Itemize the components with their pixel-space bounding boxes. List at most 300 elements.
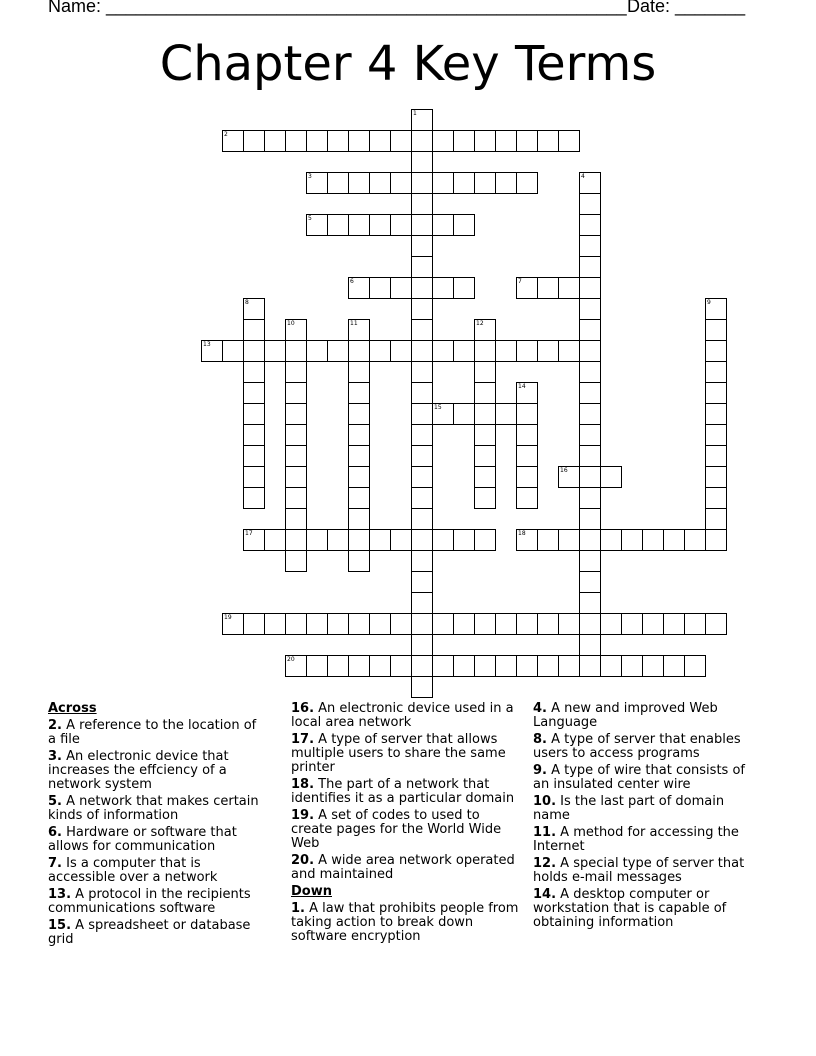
grid-cell[interactable] xyxy=(411,256,433,278)
clue-item xyxy=(291,702,521,730)
clue-text: An electronic device used in a local area network xyxy=(291,701,514,730)
grid-cell[interactable] xyxy=(453,340,475,362)
grid-cell[interactable] xyxy=(243,382,265,404)
grid-cell[interactable] xyxy=(516,424,538,446)
grid-cell[interactable] xyxy=(285,319,307,341)
grid-cell[interactable] xyxy=(579,592,601,614)
clue-number: 11. xyxy=(533,825,557,840)
grid-cell[interactable] xyxy=(411,508,433,530)
grid-cell[interactable] xyxy=(390,172,412,194)
grid-cell[interactable] xyxy=(474,466,496,488)
grid-cell[interactable] xyxy=(306,613,328,635)
grid-cell[interactable] xyxy=(285,508,307,530)
grid-cell[interactable] xyxy=(285,340,307,362)
grid-cell[interactable] xyxy=(579,214,601,236)
grid-cell[interactable] xyxy=(348,277,370,299)
grid-cell[interactable] xyxy=(642,529,664,551)
grid-cell[interactable] xyxy=(684,655,706,677)
grid-cell[interactable] xyxy=(516,613,538,635)
grid-cell[interactable] xyxy=(243,319,265,341)
grid-cell[interactable] xyxy=(243,340,265,362)
clue-number: 18 xyxy=(518,530,526,537)
grid-cell[interactable] xyxy=(411,403,433,425)
grid-cell[interactable] xyxy=(285,445,307,467)
grid-cell[interactable] xyxy=(621,529,643,551)
grid-cell[interactable] xyxy=(243,424,265,446)
grid-cell[interactable] xyxy=(432,172,454,194)
grid-cell[interactable] xyxy=(369,529,391,551)
grid-cell[interactable] xyxy=(411,130,433,152)
grid-cell[interactable] xyxy=(411,214,433,236)
clue-text: An electronic device that increases the effciency of a network system xyxy=(48,749,229,792)
grid-cell[interactable] xyxy=(327,613,349,635)
clue-number: 13. xyxy=(48,887,72,902)
grid-cell[interactable] xyxy=(411,277,433,299)
grid-cell[interactable] xyxy=(516,172,538,194)
clue-number: 15. xyxy=(48,918,72,933)
grid-cell[interactable] xyxy=(411,445,433,467)
grid-cell[interactable] xyxy=(579,277,601,299)
grid-cell[interactable] xyxy=(285,466,307,488)
grid-cell[interactable] xyxy=(558,277,580,299)
grid-cell[interactable] xyxy=(411,529,433,551)
grid-cell[interactable] xyxy=(579,172,601,194)
clue-item xyxy=(533,795,758,823)
grid-cell[interactable] xyxy=(705,424,727,446)
grid-cell[interactable] xyxy=(369,613,391,635)
grid-cell[interactable] xyxy=(558,130,580,152)
grid-cell[interactable] xyxy=(474,340,496,362)
grid-cell[interactable] xyxy=(579,487,601,509)
clue-number: 2. xyxy=(48,718,62,733)
grid-cell[interactable] xyxy=(411,298,433,320)
name-line[interactable]: Name: ____________________________________________________ xyxy=(48,0,627,16)
grid-cell[interactable] xyxy=(495,403,517,425)
grid-cell[interactable] xyxy=(243,361,265,383)
grid-cell[interactable] xyxy=(579,445,601,467)
clue-number: 7. xyxy=(48,856,62,871)
clue-text: A new and improved Web Language xyxy=(533,701,718,730)
grid-cell[interactable] xyxy=(222,130,244,152)
grid-cell[interactable] xyxy=(369,277,391,299)
grid-cell[interactable] xyxy=(411,466,433,488)
grid-cell[interactable] xyxy=(516,382,538,404)
grid-cell[interactable] xyxy=(579,466,601,488)
grid-cell[interactable] xyxy=(411,109,433,131)
grid-cell[interactable] xyxy=(642,613,664,635)
grid-cell[interactable] xyxy=(390,214,412,236)
grid-cell[interactable] xyxy=(516,130,538,152)
clue-text: A type of server that allows multiple users to share the same printer xyxy=(291,732,506,775)
grid-cell[interactable] xyxy=(579,193,601,215)
grid-cell[interactable] xyxy=(327,214,349,236)
grid-cell[interactable] xyxy=(516,340,538,362)
grid-cell[interactable] xyxy=(516,403,538,425)
grid-cell[interactable] xyxy=(411,340,433,362)
clue-text: A wide area network operated and maintained xyxy=(291,853,515,882)
grid-cell[interactable] xyxy=(537,613,559,635)
grid-cell[interactable] xyxy=(390,130,412,152)
clue-item xyxy=(291,854,521,882)
grid-cell[interactable] xyxy=(306,130,328,152)
clue-text: A reference to the location of a file xyxy=(48,718,257,747)
grid-cell[interactable] xyxy=(579,319,601,341)
grid-cell[interactable] xyxy=(474,382,496,404)
grid-cell[interactable] xyxy=(348,613,370,635)
grid-cell[interactable] xyxy=(390,655,412,677)
grid-cell[interactable] xyxy=(243,466,265,488)
grid-cell[interactable] xyxy=(432,130,454,152)
grid-cell[interactable] xyxy=(453,529,475,551)
grid-cell[interactable] xyxy=(369,172,391,194)
grid-cell[interactable] xyxy=(348,487,370,509)
grid-cell[interactable] xyxy=(432,214,454,236)
grid-cell[interactable] xyxy=(348,550,370,572)
down-heading: Down xyxy=(291,884,332,899)
grid-cell[interactable] xyxy=(705,445,727,467)
grid-cell[interactable] xyxy=(432,613,454,635)
grid-cell[interactable] xyxy=(579,424,601,446)
grid-cell[interactable] xyxy=(516,445,538,467)
grid-cell[interactable] xyxy=(222,613,244,635)
across-heading: Across xyxy=(48,701,97,716)
grid-cell[interactable] xyxy=(705,529,727,551)
grid-cell[interactable] xyxy=(474,319,496,341)
clue-number: 10. xyxy=(533,794,557,809)
grid-cell[interactable] xyxy=(516,466,538,488)
grid-cell[interactable] xyxy=(411,193,433,215)
grid-cell[interactable] xyxy=(474,130,496,152)
grid-cell[interactable] xyxy=(369,340,391,362)
grid-cell[interactable] xyxy=(453,613,475,635)
clue-text: A protocol in the recipients communications software xyxy=(48,887,251,916)
grid-cell[interactable] xyxy=(432,529,454,551)
grid-cell[interactable] xyxy=(705,508,727,530)
grid-cell[interactable] xyxy=(558,466,580,488)
clue-item xyxy=(48,857,268,885)
grid-cell[interactable] xyxy=(390,613,412,635)
grid-cell[interactable] xyxy=(705,340,727,362)
grid-cell[interactable] xyxy=(474,655,496,677)
grid-cell[interactable] xyxy=(411,151,433,173)
grid-cell[interactable] xyxy=(432,655,454,677)
grid-cell[interactable] xyxy=(453,403,475,425)
grid-cell[interactable] xyxy=(705,361,727,383)
clue-number: 18. xyxy=(291,777,315,792)
clue-text: A spreadsheet or database grid xyxy=(48,918,251,947)
grid-cell[interactable] xyxy=(306,214,328,236)
grid-cell[interactable] xyxy=(411,571,433,593)
grid-cell[interactable] xyxy=(306,655,328,677)
clue-text: A type of server that enables users to access programs xyxy=(533,732,741,761)
clues-column-1 xyxy=(48,702,268,950)
date-line[interactable]: Date: _______ xyxy=(627,0,746,16)
clue-text: Is the last part of domain name xyxy=(533,794,725,823)
grid-cell[interactable] xyxy=(579,550,601,572)
grid-cell[interactable] xyxy=(243,298,265,320)
grid-cell[interactable] xyxy=(579,235,601,257)
grid-cell[interactable] xyxy=(453,655,475,677)
grid-cell[interactable] xyxy=(327,340,349,362)
grid-cell[interactable] xyxy=(369,655,391,677)
grid-cell[interactable] xyxy=(516,487,538,509)
grid-cell[interactable] xyxy=(705,613,727,635)
grid-cell[interactable] xyxy=(243,613,265,635)
clue-number: 17 xyxy=(245,530,253,537)
grid-cell[interactable] xyxy=(579,340,601,362)
clue-text: Hardware or software that allows for communication xyxy=(48,825,237,854)
grid-cell[interactable] xyxy=(285,655,307,677)
grid-cell[interactable] xyxy=(705,487,727,509)
clue-item xyxy=(533,857,758,885)
grid-cell[interactable] xyxy=(495,340,517,362)
clue-item xyxy=(291,809,521,851)
clue-number: 10 xyxy=(287,320,295,327)
grid-cell[interactable] xyxy=(306,529,328,551)
grid-cell[interactable] xyxy=(222,340,244,362)
clue-item xyxy=(533,888,758,930)
grid-cell[interactable] xyxy=(558,613,580,635)
clue-number: 8 xyxy=(245,299,249,306)
grid-cell[interactable] xyxy=(663,613,685,635)
grid-cell[interactable] xyxy=(348,340,370,362)
grid-cell[interactable] xyxy=(285,382,307,404)
clue-item xyxy=(291,778,521,806)
grid-cell[interactable] xyxy=(495,172,517,194)
grid-cell[interactable] xyxy=(579,655,601,677)
grid-cell[interactable] xyxy=(432,340,454,362)
grid-cell[interactable] xyxy=(600,466,622,488)
grid-cell[interactable] xyxy=(579,298,601,320)
grid-cell[interactable] xyxy=(285,529,307,551)
grid-cell[interactable] xyxy=(453,172,475,194)
clue-text: A method for accessing the Internet xyxy=(533,825,739,854)
grid-cell[interactable] xyxy=(285,487,307,509)
grid-cell[interactable] xyxy=(327,529,349,551)
grid-cell[interactable] xyxy=(348,319,370,341)
grid-cell[interactable] xyxy=(516,655,538,677)
clue-item xyxy=(291,902,521,944)
clue-text: A law that prohibits people from taking action to break down software encryption xyxy=(291,901,519,944)
clue-number: 9. xyxy=(533,763,547,778)
grid-cell[interactable] xyxy=(411,382,433,404)
clue-number: 9 xyxy=(707,299,711,306)
grid-cell[interactable] xyxy=(432,403,454,425)
grid-cell[interactable] xyxy=(348,508,370,530)
grid-cell[interactable] xyxy=(453,277,475,299)
grid-cell[interactable] xyxy=(642,655,664,677)
grid-cell[interactable] xyxy=(264,529,286,551)
grid-cell[interactable] xyxy=(579,403,601,425)
grid-cell[interactable] xyxy=(537,130,559,152)
grid-cell[interactable] xyxy=(348,424,370,446)
grid-cell[interactable] xyxy=(264,130,286,152)
clue-number: 3 xyxy=(308,173,312,180)
clue-item xyxy=(48,826,268,854)
grid-cell[interactable] xyxy=(537,340,559,362)
clue-number: 19 xyxy=(224,614,232,621)
clue-number: 8. xyxy=(533,732,547,747)
grid-cell[interactable] xyxy=(411,655,433,677)
grid-cell[interactable] xyxy=(285,403,307,425)
grid-cell[interactable] xyxy=(579,508,601,530)
grid-cell[interactable] xyxy=(558,655,580,677)
grid-cell[interactable] xyxy=(411,676,433,698)
clue-item xyxy=(48,795,268,823)
grid-cell[interactable] xyxy=(432,277,454,299)
grid-cell[interactable] xyxy=(684,613,706,635)
grid-cell[interactable] xyxy=(348,529,370,551)
grid-cell[interactable] xyxy=(474,403,496,425)
grid-cell[interactable] xyxy=(327,130,349,152)
clue-text: A set of codes to used to create pages for the World Wide Web xyxy=(291,808,502,851)
grid-cell[interactable] xyxy=(201,340,223,362)
grid-cell[interactable] xyxy=(474,361,496,383)
grid-cell[interactable] xyxy=(411,172,433,194)
clue-number: 13 xyxy=(203,341,211,348)
grid-cell[interactable] xyxy=(264,340,286,362)
grid-cell[interactable] xyxy=(285,550,307,572)
grid-cell[interactable] xyxy=(663,529,685,551)
grid-cell[interactable] xyxy=(579,256,601,278)
grid-cell[interactable] xyxy=(579,571,601,593)
grid-cell[interactable] xyxy=(348,382,370,404)
clue-text: Is a computer that is accessible over a network xyxy=(48,856,218,885)
grid-cell[interactable] xyxy=(705,319,727,341)
grid-cell[interactable] xyxy=(474,613,496,635)
grid-cell[interactable] xyxy=(516,277,538,299)
grid-cell[interactable] xyxy=(411,361,433,383)
grid-cell[interactable] xyxy=(474,172,496,194)
clues-column-2 xyxy=(291,702,521,947)
clue-number: 3. xyxy=(48,749,62,764)
grid-cell[interactable] xyxy=(411,424,433,446)
clue-text: The part of a network that identifies it as a particular domain xyxy=(291,777,515,806)
clue-number: 20. xyxy=(291,853,315,868)
grid-cell[interactable] xyxy=(348,361,370,383)
grid-cell[interactable] xyxy=(348,445,370,467)
grid-cell[interactable] xyxy=(411,634,433,656)
grid-cell[interactable] xyxy=(684,529,706,551)
grid-cell[interactable] xyxy=(348,130,370,152)
grid-cell[interactable] xyxy=(474,424,496,446)
grid-cell[interactable] xyxy=(537,655,559,677)
grid-cell[interactable] xyxy=(495,655,517,677)
grid-cell[interactable] xyxy=(474,445,496,467)
clue-item xyxy=(48,719,268,747)
clue-number: 12 xyxy=(476,320,484,327)
clue-number: 2 xyxy=(224,131,228,138)
clue-text: A special type of server that holds e-mail messages xyxy=(533,856,745,885)
grid-cell[interactable] xyxy=(579,613,601,635)
grid-cell[interactable] xyxy=(411,319,433,341)
clue-number: 6. xyxy=(48,825,62,840)
grid-cell[interactable] xyxy=(348,403,370,425)
grid-cell[interactable] xyxy=(705,382,727,404)
grid-cell[interactable] xyxy=(411,613,433,635)
grid-cell[interactable] xyxy=(474,487,496,509)
grid-cell[interactable] xyxy=(600,655,622,677)
clue-number: 17. xyxy=(291,732,315,747)
grid-cell[interactable] xyxy=(558,529,580,551)
grid-cell[interactable] xyxy=(579,382,601,404)
grid-cell[interactable] xyxy=(705,298,727,320)
clue-item xyxy=(291,733,521,775)
grid-cell[interactable] xyxy=(390,340,412,362)
grid-cell[interactable] xyxy=(600,613,622,635)
grid-cell[interactable] xyxy=(453,130,475,152)
grid-cell[interactable] xyxy=(348,466,370,488)
grid-cell[interactable] xyxy=(537,529,559,551)
clue-number: 16 xyxy=(560,467,568,474)
grid-cell[interactable] xyxy=(243,403,265,425)
grid-cell[interactable] xyxy=(663,655,685,677)
grid-cell[interactable] xyxy=(243,529,265,551)
grid-cell[interactable] xyxy=(285,613,307,635)
grid-cell[interactable] xyxy=(264,613,286,635)
grid-cell[interactable] xyxy=(705,403,727,425)
grid-cell[interactable] xyxy=(495,130,517,152)
grid-cell[interactable] xyxy=(243,487,265,509)
grid-cell[interactable] xyxy=(390,277,412,299)
grid-cell[interactable] xyxy=(579,361,601,383)
grid-cell[interactable] xyxy=(516,529,538,551)
grid-cell[interactable] xyxy=(579,529,601,551)
clue-item xyxy=(533,733,758,761)
clue-number: 1. xyxy=(291,901,305,916)
grid-cell[interactable] xyxy=(705,466,727,488)
grid-cell[interactable] xyxy=(495,613,517,635)
grid-cell[interactable] xyxy=(411,487,433,509)
grid-cell[interactable] xyxy=(285,424,307,446)
clue-number: 4. xyxy=(533,701,547,716)
grid-cell[interactable] xyxy=(348,172,370,194)
grid-cell[interactable] xyxy=(369,214,391,236)
grid-cell[interactable] xyxy=(621,655,643,677)
grid-cell[interactable] xyxy=(579,634,601,656)
grid-cell[interactable] xyxy=(411,592,433,614)
grid-cell[interactable] xyxy=(348,655,370,677)
grid-cell[interactable] xyxy=(453,214,475,236)
grid-cell[interactable] xyxy=(285,130,307,152)
grid-cell[interactable] xyxy=(243,130,265,152)
grid-cell[interactable] xyxy=(558,340,580,362)
clue-number: 6 xyxy=(350,278,354,285)
grid-cell[interactable] xyxy=(348,214,370,236)
clue-number: 4 xyxy=(581,173,585,180)
clue-text: A type of wire that consists of an insulated center wire xyxy=(533,763,745,792)
grid-cell[interactable] xyxy=(537,277,559,299)
grid-cell[interactable] xyxy=(327,172,349,194)
grid-cell[interactable] xyxy=(600,529,622,551)
grid-cell[interactable] xyxy=(411,550,433,572)
grid-cell[interactable] xyxy=(285,361,307,383)
clue-item xyxy=(533,702,758,730)
grid-cell[interactable] xyxy=(621,613,643,635)
grid-cell[interactable] xyxy=(243,445,265,467)
grid-cell[interactable] xyxy=(369,130,391,152)
grid-cell[interactable] xyxy=(474,529,496,551)
grid-cell[interactable] xyxy=(306,340,328,362)
grid-cell[interactable] xyxy=(306,172,328,194)
clue-number: 14 xyxy=(518,383,526,390)
grid-cell[interactable] xyxy=(390,529,412,551)
grid-cell[interactable] xyxy=(327,655,349,677)
clue-number: 14. xyxy=(533,887,557,902)
clue-item xyxy=(48,750,268,792)
clue-number: 11 xyxy=(350,320,358,327)
grid-cell[interactable] xyxy=(411,235,433,257)
